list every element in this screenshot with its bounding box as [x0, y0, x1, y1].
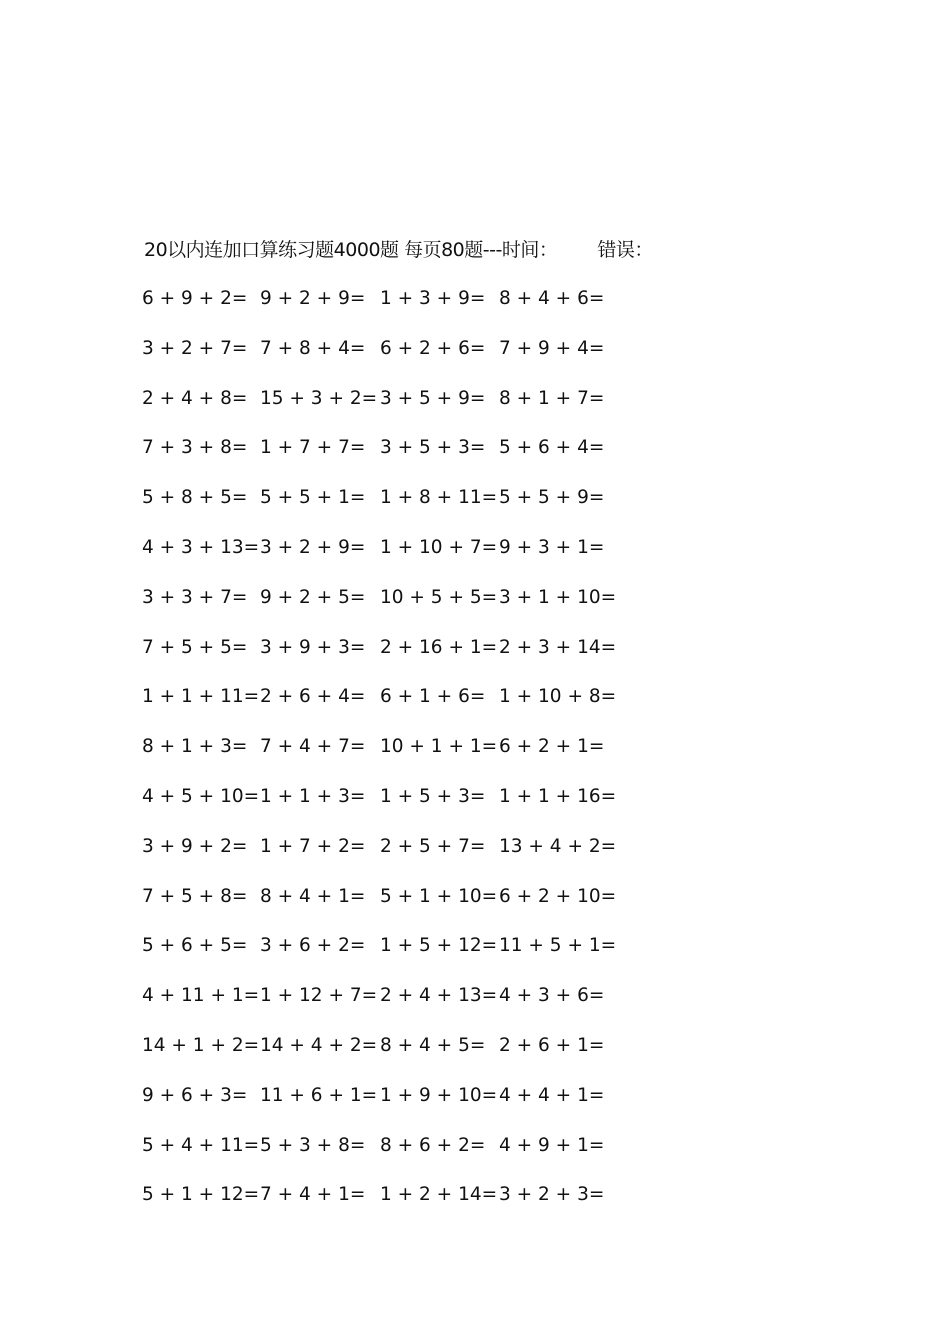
- problem-item: 10 + 1 + 1=: [380, 736, 498, 758]
- problem-row: [144, 683, 644, 733]
- problem-item: 1 + 10 + 7=: [380, 536, 498, 558]
- problem-item: 1 + 9 + 10=: [380, 1084, 498, 1106]
- problem-item: 7 + 4 + 1=: [260, 1184, 366, 1206]
- problem-item: 11 + 6 + 1=: [260, 1084, 378, 1106]
- problem-row: [144, 783, 644, 833]
- problem-item: 3 + 2 + 7=: [142, 337, 248, 359]
- problem-item: 5 + 6 + 5=: [142, 935, 248, 957]
- worksheet-title: 20以内连加口算练习题4000题 每页80题---时间：: [144, 239, 558, 261]
- problem-item: 5 + 3 + 8=: [260, 1134, 366, 1156]
- problem-item: 3 + 5 + 9=: [380, 387, 486, 409]
- problem-item: 4 + 3 + 6=: [499, 985, 605, 1007]
- problem-row: [144, 982, 644, 1032]
- problem-item: 1 + 1 + 11=: [142, 686, 260, 708]
- problem-item: 5 + 1 + 12=: [142, 1184, 260, 1206]
- problem-item: 5 + 5 + 1=: [260, 487, 366, 509]
- problem-item: 4 + 4 + 1=: [499, 1084, 605, 1106]
- problem-item: 4 + 3 + 13=: [142, 536, 260, 558]
- problem-item: 1 + 3 + 9=: [380, 288, 486, 309]
- problem-item: 11 + 5 + 1=: [499, 935, 617, 957]
- worksheet-header: [144, 236, 653, 264]
- problem-item: 7 + 5 + 5=: [142, 636, 248, 658]
- problem-item: 5 + 6 + 4=: [499, 437, 605, 459]
- problem-item: 3 + 1 + 10=: [499, 586, 617, 608]
- problem-row: [144, 534, 644, 584]
- problem-item: 8 + 4 + 5=: [380, 1034, 486, 1056]
- problem-item: 5 + 5 + 9=: [499, 487, 605, 509]
- problem-item: 4 + 11 + 1=: [142, 985, 260, 1007]
- problem-item: 1 + 7 + 7=: [260, 437, 366, 459]
- problem-item: 8 + 1 + 3=: [142, 736, 248, 758]
- problem-item: 1 + 12 + 7=: [260, 985, 378, 1007]
- problem-item: 15 + 3 + 2=: [260, 387, 378, 409]
- problem-item: 13 + 4 + 2=: [499, 835, 617, 857]
- problem-item: 1 + 1 + 16=: [499, 785, 617, 807]
- problem-row: [144, 484, 644, 534]
- problem-row: [144, 335, 644, 385]
- problem-item: 3 + 9 + 3=: [260, 636, 366, 658]
- problem-item: 7 + 3 + 8=: [142, 437, 248, 459]
- problem-item: 7 + 9 + 4=: [499, 337, 605, 359]
- problem-item: 2 + 5 + 7=: [380, 835, 486, 857]
- problem-row: [144, 1082, 644, 1132]
- problem-item: 5 + 8 + 5=: [142, 487, 248, 509]
- problem-item: 2 + 4 + 13=: [380, 985, 498, 1007]
- problem-item: 3 + 6 + 2=: [260, 935, 366, 957]
- problem-item: 6 + 2 + 10=: [499, 885, 617, 907]
- problem-item: 7 + 4 + 7=: [260, 736, 366, 758]
- problem-row: [144, 733, 644, 783]
- problem-row: [144, 434, 644, 484]
- problem-row: [144, 1181, 644, 1231]
- problem-item: 1 + 8 + 11=: [380, 487, 498, 509]
- problem-item: 2 + 4 + 8=: [142, 387, 248, 409]
- problem-item: 9 + 3 + 1=: [499, 536, 605, 558]
- problem-row: [144, 1132, 644, 1182]
- problem-item: 3 + 2 + 3=: [499, 1184, 605, 1206]
- problem-item: 9 + 6 + 3=: [142, 1084, 248, 1106]
- problem-item: 1 + 5 + 12=: [380, 935, 498, 957]
- problem-item: 2 + 6 + 4=: [260, 686, 366, 708]
- problem-item: 3 + 5 + 3=: [380, 437, 486, 459]
- problem-row: [144, 634, 644, 684]
- problem-row: [144, 1032, 644, 1082]
- problem-item: 8 + 4 + 6=: [499, 288, 605, 309]
- problem-item: 8 + 6 + 2=: [380, 1134, 486, 1156]
- problem-item: 5 + 1 + 10=: [380, 885, 498, 907]
- problem-row: [144, 883, 644, 933]
- problem-item: 4 + 9 + 1=: [499, 1134, 605, 1156]
- problem-item: 1 + 5 + 3=: [380, 785, 486, 807]
- problem-row: [144, 285, 644, 335]
- problem-item: 14 + 4 + 2=: [260, 1034, 378, 1056]
- problem-item: 6 + 1 + 6=: [380, 686, 486, 708]
- problem-row: [144, 385, 644, 435]
- problem-item: 1 + 10 + 8=: [499, 686, 617, 708]
- problem-item: 6 + 2 + 6=: [380, 337, 486, 359]
- problem-row: [144, 584, 644, 634]
- problem-item: 1 + 7 + 2=: [260, 835, 366, 857]
- problem-item: 2 + 6 + 1=: [499, 1034, 605, 1056]
- problem-item: 8 + 1 + 7=: [499, 387, 605, 409]
- errors-label: 错误：: [597, 239, 653, 261]
- problem-item: 2 + 3 + 14=: [499, 636, 617, 658]
- problem-item: 1 + 2 + 14=: [380, 1184, 498, 1206]
- problem-item: 3 + 9 + 2=: [142, 835, 248, 857]
- problem-item: 8 + 4 + 1=: [260, 885, 366, 907]
- problem-item: 9 + 2 + 5=: [260, 586, 366, 608]
- problem-item: 7 + 8 + 4=: [260, 337, 366, 359]
- problem-item: 9 + 2 + 9=: [260, 288, 366, 309]
- problem-item: 1 + 1 + 3=: [260, 785, 366, 807]
- problem-grid: [144, 285, 644, 1231]
- problem-item: 6 + 2 + 1=: [499, 736, 605, 758]
- problem-item: 5 + 4 + 11=: [142, 1134, 260, 1156]
- problem-item: 10 + 5 + 5=: [380, 586, 498, 608]
- problem-item: 7 + 5 + 8=: [142, 885, 248, 907]
- problem-row: [144, 833, 644, 883]
- problem-item: 4 + 5 + 10=: [142, 785, 260, 807]
- problem-item: 14 + 1 + 2=: [142, 1034, 260, 1056]
- problem-item: 2 + 16 + 1=: [380, 636, 498, 658]
- problem-item: 6 + 9 + 2=: [142, 288, 248, 309]
- problem-item: 3 + 2 + 9=: [260, 536, 366, 558]
- problem-row: [144, 932, 644, 982]
- problem-item: 3 + 3 + 7=: [142, 586, 248, 608]
